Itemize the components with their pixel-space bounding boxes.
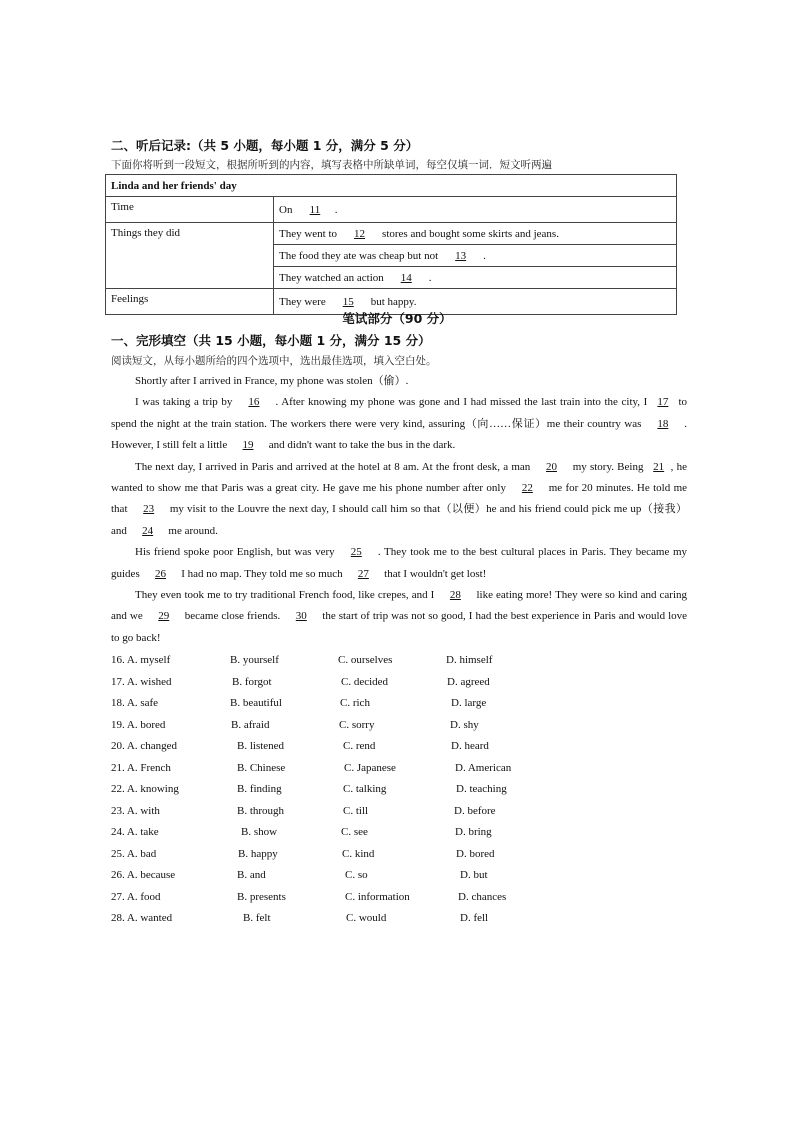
option[interactable]: B. listened <box>237 740 285 752</box>
answer-blank[interactable]: 15 <box>342 295 354 308</box>
option[interactable]: B. finding <box>237 783 282 795</box>
option[interactable]: C. so <box>345 869 368 881</box>
passage-text: my visit to the Louvre the next day, I should call him so that（以便）he and his friend could pick me up（接我）and <box>111 503 687 537</box>
passage-text: like eating more! They were so kind and caring and we <box>111 589 688 623</box>
option[interactable]: B. through <box>237 805 285 817</box>
passage-text: The next day, I arrived in Paris and arrived at the hotel at 8 am. At the front desk, a man <box>135 460 531 473</box>
answer-blank[interactable]: 27 <box>357 567 369 580</box>
option[interactable]: C. sorry <box>339 719 375 731</box>
option[interactable]: 25. A. bad <box>111 848 157 860</box>
option[interactable]: D. agreed <box>447 676 490 688</box>
option[interactable]: C. rich <box>340 697 370 709</box>
option[interactable]: B. yourself <box>230 654 279 666</box>
option[interactable]: 17. A. wished <box>111 676 172 688</box>
listening-section-title: 二、听后记录:（共 5 小题，每小题 1 分，满分 5 分） <box>111 138 419 153</box>
option[interactable]: C. ourselves <box>338 654 393 666</box>
row-text: On <box>279 203 293 216</box>
option[interactable]: 22. A. knowing <box>111 783 179 795</box>
passage-text: . After knowing my phone was gone and I had missed the last train into the city, I <box>275 396 648 409</box>
row-text: but happy. <box>370 295 417 308</box>
passage-paragraph-1 <box>111 371 687 392</box>
option[interactable]: 18. A. safe <box>111 697 159 709</box>
row-text: stores and bought some skirts and jeans. <box>382 227 559 240</box>
option[interactable]: 19. A. bored <box>111 719 166 731</box>
row-text: . <box>428 271 432 284</box>
answer-blank[interactable]: 21 <box>653 460 665 473</box>
option[interactable]: B. happy <box>238 848 278 860</box>
option[interactable]: 16. A. myself <box>111 654 171 666</box>
passage-text: They even took me to try traditional French food, like crepes, and I <box>135 589 435 602</box>
answer-blank[interactable]: 17 <box>657 396 669 409</box>
row-content <box>274 223 677 245</box>
passage-text: Shortly after I arrived in France, my phone was stolen（偷）. <box>135 375 409 387</box>
option[interactable]: C. talking <box>343 783 387 795</box>
cloze-section-title: 一、完形填空（共 15 小题，每小题 1 分，满分 15 分） <box>111 333 431 348</box>
option[interactable]: B. presents <box>237 891 286 903</box>
row-text: . <box>483 249 486 262</box>
passage-paragraph-3 <box>111 457 687 543</box>
passage-text: the start of trip was not so good, I had the best experience in Paris and would love to go back! <box>111 610 688 644</box>
passage-text: became close friends. <box>184 610 281 623</box>
passage-paragraph-2 <box>111 392 687 456</box>
row-label: Feelings <box>106 289 274 315</box>
answer-blank[interactable]: 11 <box>309 203 321 216</box>
option[interactable]: 28. A. wanted <box>111 912 173 924</box>
row-content <box>274 197 677 223</box>
answer-blank[interactable]: 25 <box>350 546 362 559</box>
option[interactable]: D. but <box>460 869 488 881</box>
answer-blank[interactable]: 13 <box>455 249 467 262</box>
option[interactable]: D. large <box>451 697 487 709</box>
option[interactable]: 24. A. take <box>111 826 159 838</box>
row-text: They were <box>279 295 326 308</box>
passage-text: , he wanted to show me that Paris was a great city. He gave me his phone number after only <box>111 460 687 495</box>
passage-text: I was taking a trip by <box>135 396 233 409</box>
option[interactable]: 20. A. changed <box>111 740 177 752</box>
listening-record-table <box>105 174 677 315</box>
answer-blank[interactable]: 23 <box>143 503 155 516</box>
answer-blank[interactable]: 18 <box>657 417 669 430</box>
row-text: They watched an action <box>279 271 384 284</box>
option[interactable]: B. felt <box>243 912 271 924</box>
option[interactable]: B. forgot <box>232 676 272 688</box>
passage-paragraph-5 <box>111 585 687 649</box>
passage-paragraph-4 <box>111 542 687 585</box>
option[interactable]: D. chances <box>458 891 507 903</box>
option[interactable]: B. Chinese <box>237 762 286 774</box>
option[interactable]: B. and <box>237 869 266 881</box>
option[interactable]: C. decided <box>341 676 389 688</box>
answer-blank[interactable]: 24 <box>142 524 154 537</box>
listening-instruction: 下面你将听到一段短文，根据所听到的内容，填写表格中所缺单词，每空仅填一词．短文听两遍 <box>111 159 552 171</box>
answer-blank[interactable]: 30 <box>295 610 307 623</box>
option[interactable]: D. heard <box>451 740 489 752</box>
option[interactable]: D. before <box>454 805 496 817</box>
passage-text: me for 20 minutes. He told me that <box>111 482 688 516</box>
answer-blank[interactable]: 20 <box>545 460 557 473</box>
option[interactable]: B. afraid <box>231 719 270 731</box>
answer-blank[interactable]: 12 <box>354 227 366 240</box>
option[interactable]: B. beautiful <box>230 697 282 709</box>
passage-text: . They took me to the best cultural places in Paris. They became my guides <box>111 546 688 580</box>
passage-text: to spend the night at the train station. The workers there were very kind, assuring（向……保证）me their country was <box>111 396 688 430</box>
answer-blank[interactable]: 14 <box>400 271 412 284</box>
answer-blank[interactable]: 22 <box>521 482 533 495</box>
option[interactable]: D. himself <box>446 654 493 666</box>
passage-text: and didn't want to take the bus in the dark. <box>268 439 456 452</box>
table-row <box>106 197 677 223</box>
option[interactable]: C. Japanese <box>344 762 396 774</box>
cloze-passage <box>111 371 687 649</box>
table-row <box>106 175 677 197</box>
passage-text: me around. <box>168 524 218 537</box>
cloze-instruction: 阅读短文，从每小题所给的四个选项中，选出最佳选项，填入空白处。 <box>111 355 437 367</box>
option[interactable]: 27. A. food <box>111 891 161 903</box>
table-row <box>106 223 677 245</box>
row-label: Things they did <box>106 223 274 289</box>
answer-blank[interactable]: 28 <box>449 589 461 602</box>
option[interactable]: C. see <box>341 826 368 838</box>
passage-text: I had no map. They told me so much <box>181 567 343 580</box>
row-text: The food they ate was cheap but not <box>279 249 439 262</box>
row-content <box>274 267 677 289</box>
table-title: Linda and her friends' day <box>106 175 677 197</box>
option[interactable]: D. bored <box>456 848 495 860</box>
option[interactable]: C. kind <box>342 848 375 860</box>
option[interactable]: B. show <box>241 826 278 838</box>
option[interactable]: 23. A. with <box>111 805 160 817</box>
option[interactable]: D. shy <box>450 719 479 731</box>
option[interactable]: D. teaching <box>456 783 507 795</box>
passage-text: my story. Being <box>572 460 644 473</box>
option[interactable]: D. American <box>455 762 512 774</box>
option[interactable]: 26. A. because <box>111 869 176 881</box>
row-text: They went to <box>279 227 338 240</box>
written-part-title: 笔试部分（90 分） <box>342 311 452 326</box>
answer-blank[interactable]: 19 <box>242 439 254 452</box>
option[interactable]: C. would <box>346 912 387 924</box>
answer-blank[interactable]: 29 <box>158 610 170 623</box>
row-text: . <box>334 203 338 216</box>
answer-blank[interactable]: 26 <box>154 567 166 580</box>
passage-text: His friend spoke poor English, but was very <box>135 546 335 559</box>
row-label: Time <box>106 197 274 223</box>
option[interactable]: 21. A. French <box>111 762 171 774</box>
answer-blank[interactable]: 16 <box>248 396 260 409</box>
option[interactable]: C. information <box>345 891 410 903</box>
passage-text: . However, I still felt a little <box>111 417 688 452</box>
option[interactable]: D. bring <box>455 826 492 838</box>
row-content <box>274 245 677 267</box>
option[interactable]: D. fell <box>460 912 489 924</box>
option[interactable]: C. rend <box>343 740 376 752</box>
option[interactable]: C. till <box>343 805 369 817</box>
passage-text: that I wouldn't get lost! <box>384 567 487 580</box>
